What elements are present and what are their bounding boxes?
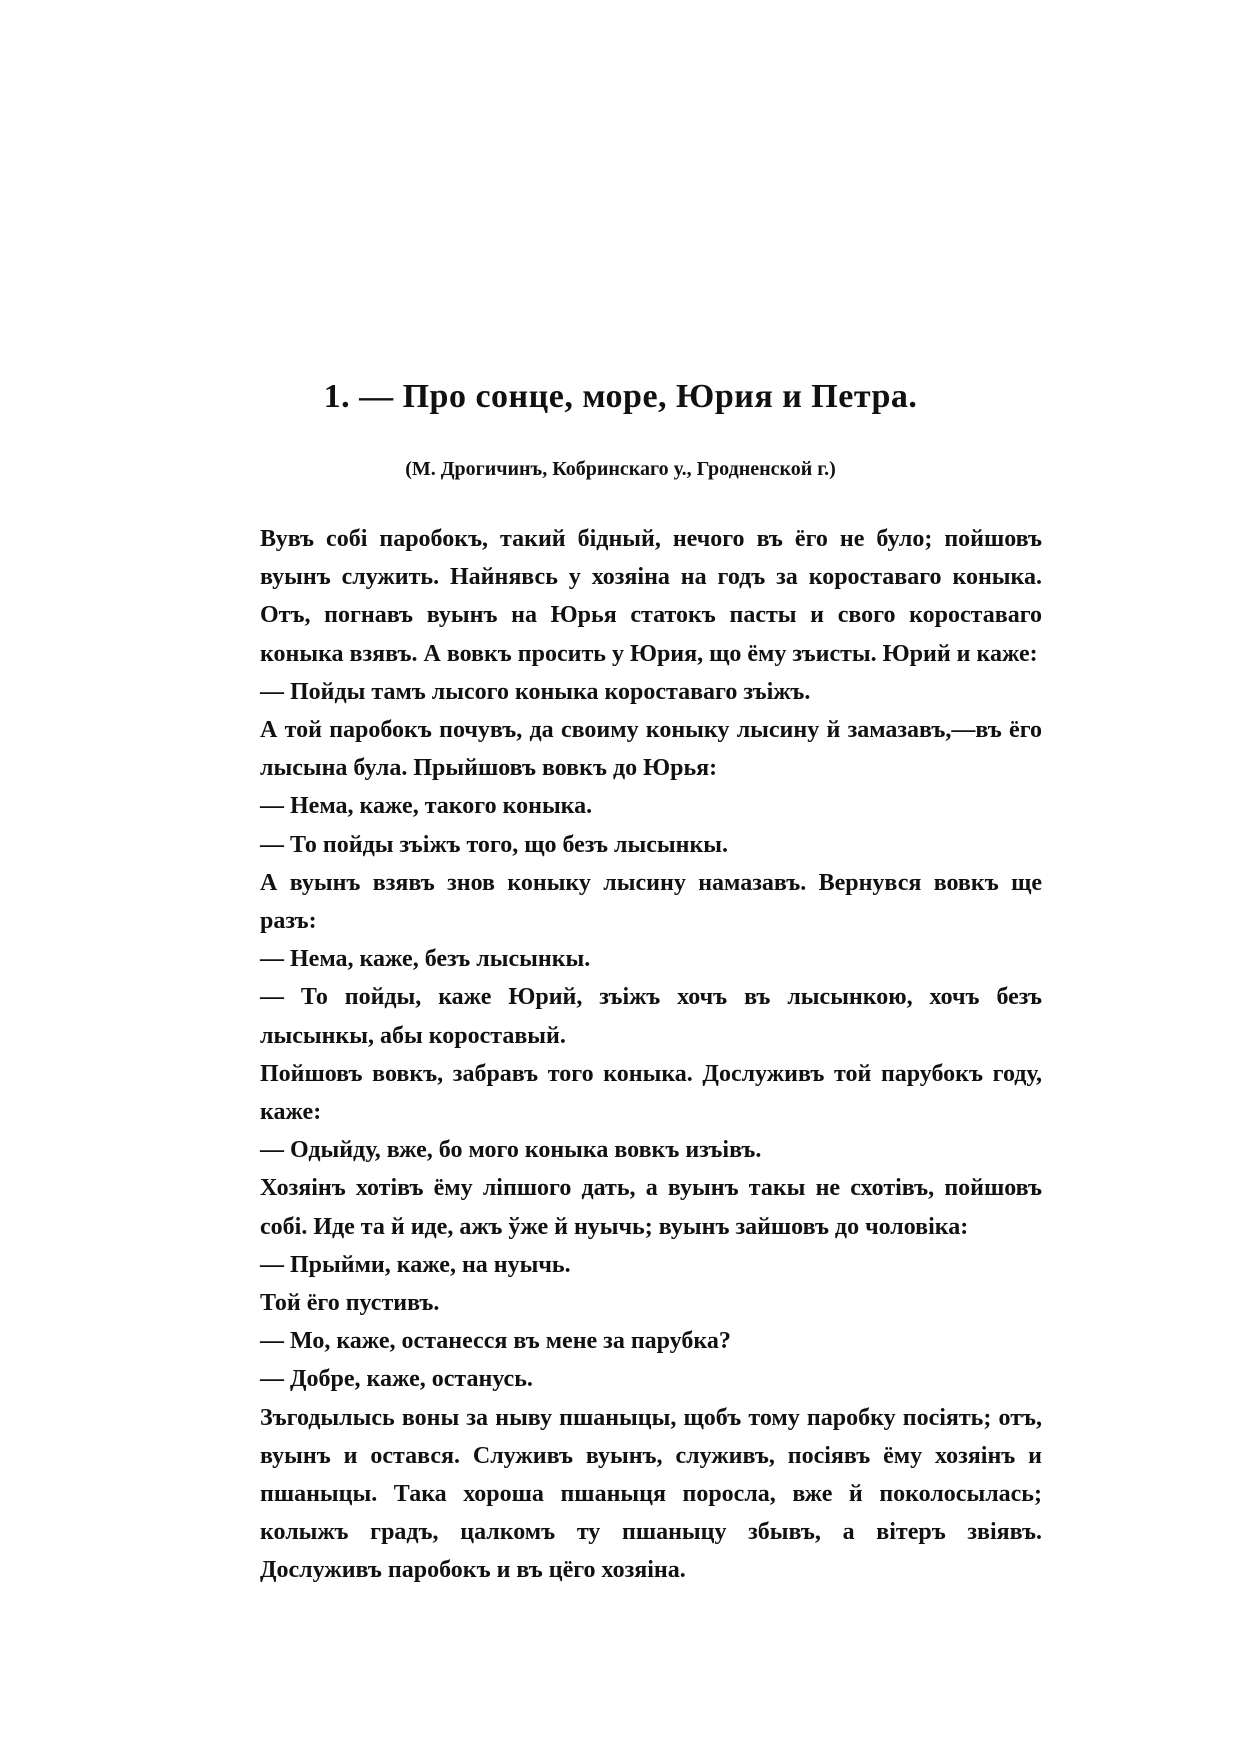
paragraph: — То пойды, каже Юрий, зъіжъ хочъ въ лысынкою, хочъ безъ лысынкы, абы короставый. xyxy=(260,984,1042,1049)
paragraph: — Пойды тамъ лысого коныка короставаго зъіжъ. xyxy=(260,678,811,705)
paragraph: Пойшовъ вовкъ, забравъ того коныка. Дослуживъ той парубокъ году, каже: xyxy=(260,1060,1042,1126)
paragraph: — То пойды зъіжъ того, що безъ лысынкы. xyxy=(260,831,729,858)
paragraph: Вувъ собі паробокъ, такий бідный, нечого въ ёго не було; пойшовъ вуынъ служить. Найнявсь у хозяіна на годъ за короставаго коныка. Отъ, погнавъ вуынъ на Юрья статокъ пасты и свого короставаго коныка взявъ. А вовкъ просить у Юрия, що ёму зъисты. Юрий и каже: xyxy=(260,526,1042,667)
paragraph: Той ёго пустивъ. xyxy=(260,1290,440,1317)
chapter-title: 1. — Про сонце, море, Юрия и Петра. xyxy=(323,378,918,415)
paragraph: — Одыйду, вже, бо мого коныка вовкъ изъівъ. xyxy=(260,1137,762,1164)
paragraph: А той паробокъ почувъ, да своиму коныку лысину й замазавъ,—въ ёго лысына була. Прыйшовъ вовкъ до Юрья: xyxy=(260,717,1042,782)
paragraph: — Нема, каже, безъ лысынкы. xyxy=(260,946,591,973)
paragraph: Хозяінъ хотівъ ёму ліпшого дать, а вуынъ такы не схотівъ, пойшовъ собі. Иде та й иде, ажъ ўже й нуычь; вуынъ зайшовъ до чоловіка: xyxy=(260,1175,1042,1240)
paragraph: — Нема, каже, такого коныка. xyxy=(260,793,593,820)
paragraph: — Добре, каже, останусь. xyxy=(260,1366,533,1393)
paragraph: Зъгодылысь воны за ныву пшаныцы, щобъ тому паробку посіять; отъ, вуынъ и остався. Служивъ вуынъ, служивъ, посіявъ ёму хозяінъ и пшаныцы. Така хороша пшаныця поросла, вже й поколосылась; колыжъ градъ, цалкомъ ту пшаныцу збывъ, а вітеръ звіявъ. Дослуживъ паробокъ и въ цёго хозяіна. xyxy=(260,1404,1042,1584)
paragraph: — Прыйми, каже, на нуычь. xyxy=(260,1251,571,1278)
paragraph: — Мо, каже, останесся въ мене за парубка? xyxy=(260,1328,731,1355)
paragraph: А вуынъ взявъ знов коныку лысину намазавъ. Вернувся вовкъ ще разъ: xyxy=(260,869,1042,935)
chapter-subtitle: (М. Дрогичинъ, Кобринскаго у., Гродненской г.) xyxy=(405,458,836,480)
story-body xyxy=(260,520,1042,1590)
